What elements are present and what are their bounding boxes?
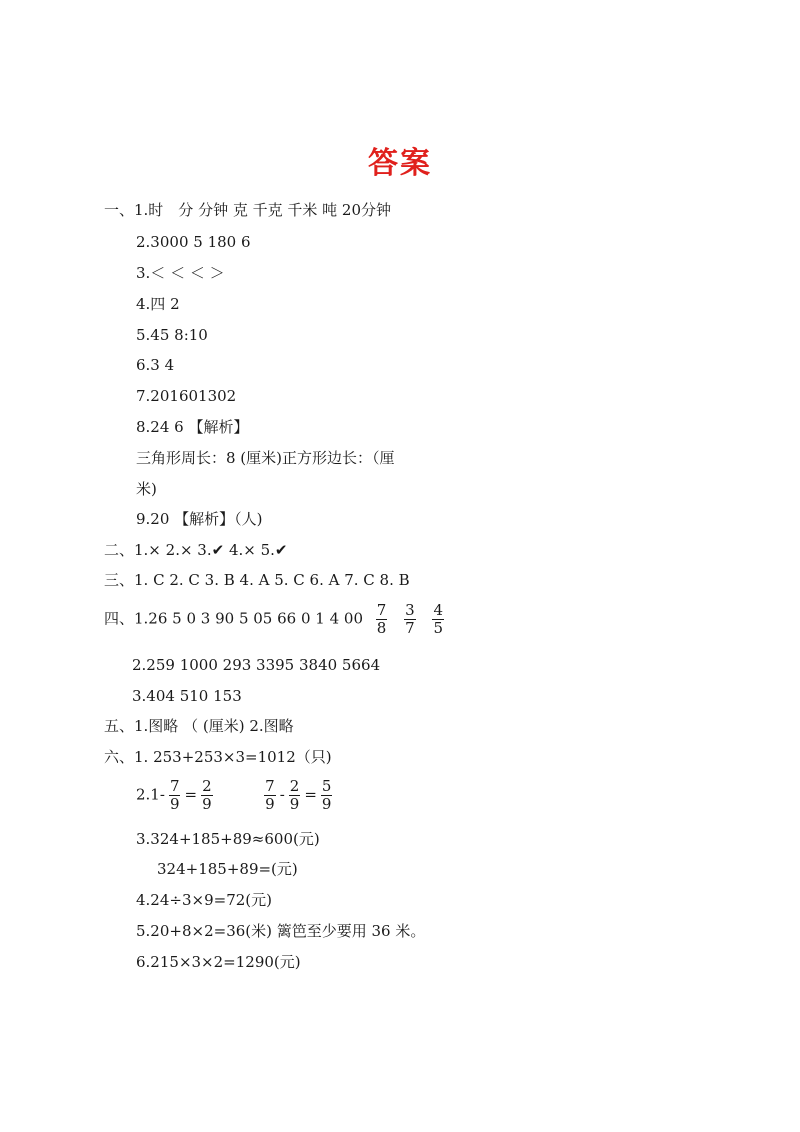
answer-line: 5.20+8×2=36(米) 篱笆至少要用 36 米。 <box>136 922 426 940</box>
answer-line: 6.215×3×2=1290(元) <box>136 953 301 971</box>
fraction: $\frac{7}{9}$ <box>265 777 275 813</box>
answer-line: 六、1. 253+253×3=1012（只) <box>104 748 332 766</box>
answer-text: 2.1- <box>136 785 165 804</box>
answer-line: 9.20 【解析】（人) <box>136 510 263 528</box>
answer-line-fractions <box>104 602 448 637</box>
equals-sign: = <box>304 785 317 804</box>
answer-line-fractions <box>136 778 336 813</box>
answer-line: 7.201601302 <box>136 387 237 405</box>
answer-line: 五、1.图略 （ (厘米) 2.图略 <box>104 717 294 735</box>
fraction: $\frac{5}{9}$ <box>321 777 332 813</box>
answer-line: 3.404 510 153 <box>132 687 242 705</box>
page-title: 答案 <box>368 146 432 181</box>
fraction: $\frac{2}{9}$ <box>202 777 212 813</box>
fraction: $\frac{4}{5}$ <box>433 601 443 637</box>
answer-line: 5.45 8:10 <box>136 326 208 344</box>
answer-line: 二、1.× 2.× 3.✔ 4.× 5.✔ <box>104 541 288 559</box>
answer-line: 6.3 4 <box>136 356 175 374</box>
fraction: $\frac{3}{7}$ <box>405 601 415 637</box>
answer-line: 三、1. C 2. C 3. B 4. A 5. C 6. A 7. C 8. B <box>104 571 410 589</box>
equals-sign: = <box>184 785 198 804</box>
answer-line: 3.＜ ＜ ＜ ＞ <box>136 264 225 282</box>
answer-line: 8.24 6 【解析】 <box>136 418 249 436</box>
answer-line: 3.324+185+89≈600(元) <box>136 830 320 848</box>
minus-sign: - <box>279 785 285 804</box>
answer-line: 4.四 2 <box>136 295 180 313</box>
answer-line: 324+185+89=(元) <box>157 860 298 878</box>
answer-line: 2.3000 5 180 6 <box>136 233 251 251</box>
answer-line: 三角形周长：8 (厘米)正方形边长：（厘 <box>136 449 395 467</box>
fraction: $\frac{2}{9}$ <box>289 777 300 813</box>
answer-text: 四、1.26 5 0 3 90 5 05 66 0 1 4 00 <box>104 609 363 628</box>
answer-line: 一、1.时 分 分钟 克 千克 千米 吨 20分钟 <box>104 201 392 219</box>
answer-line: 4.24÷3×9=72(元) <box>136 891 272 909</box>
answer-line: 米) <box>136 480 157 498</box>
fraction: $\frac{7}{9}$ <box>169 777 180 813</box>
answer-line: 2.259 1000 293 3395 3840 5664 <box>132 656 381 674</box>
fraction: $\frac{7}{8}$ <box>376 601 387 637</box>
